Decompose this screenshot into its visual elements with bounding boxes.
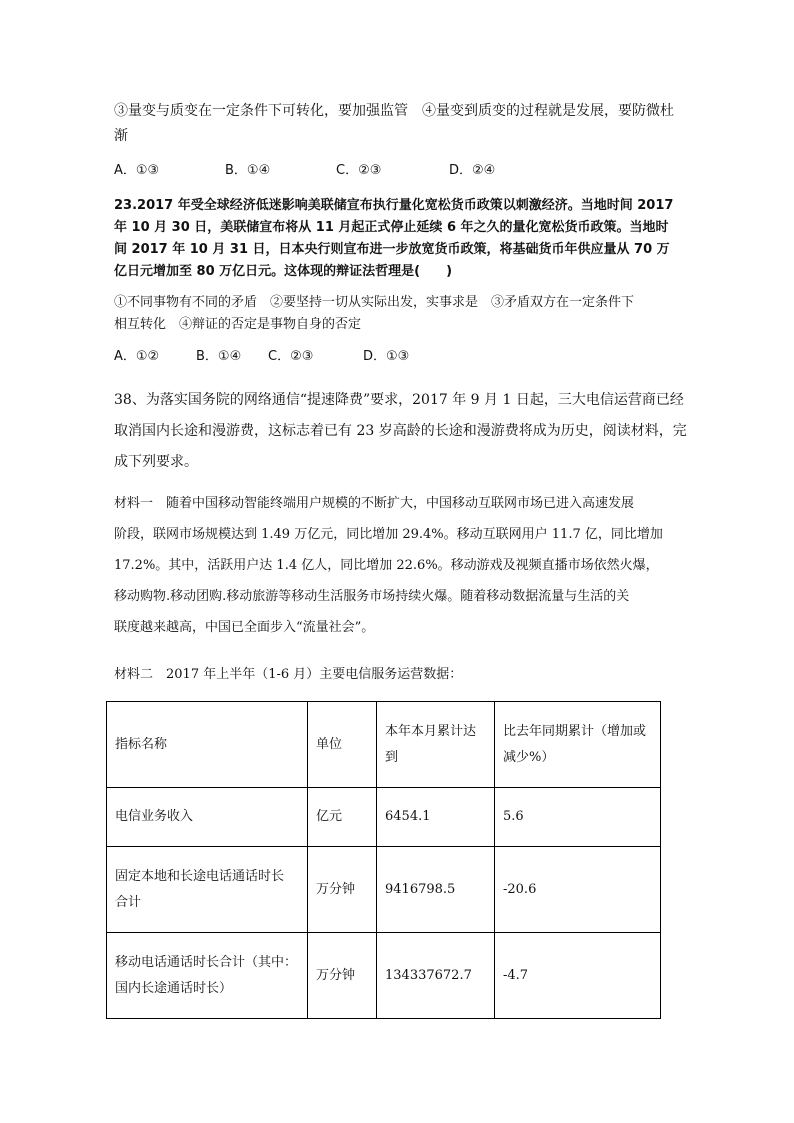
- row-name-cell: 电信业务收入: [107, 788, 308, 847]
- row-unit-cell: 万分钟: [308, 847, 377, 933]
- q23-line-3: 间 2017 年 10 月 31 日，日本央行则宣布进一步放宽货币政策，将基础货币年供应量从 70 万: [114, 242, 670, 257]
- table-row: [107, 788, 661, 847]
- q38-line-2: 取消国内长途和漫游费，这标志着已有 23 岁高龄的长途和漫游费将成为历史，阅读材料，完: [114, 423, 687, 439]
- header-cell-cumulative: 本年本月累计达 到: [377, 702, 495, 788]
- q22-choice-b: B．①④: [225, 163, 271, 178]
- material1-line-1: 材料一 随着中国移动智能终端用户规模的不断扩大，中国移动互联网市场已进入高速发展: [114, 496, 635, 511]
- q23-choice-a: A．①②: [114, 349, 160, 364]
- material1-line-5: 联度越来越高，中国已全面步入“流量社会”。: [114, 620, 375, 635]
- row-value-cell: 6454.1: [377, 788, 495, 847]
- header-cell-change: 比去年同期累计（增加或 减少%）: [495, 702, 661, 788]
- q23-line-1: 23.2017 年受全球经济低迷影响美联储宣布执行量化宽松货币政策以刺激经济。当地时间 2017: [114, 198, 674, 213]
- material2-title: 材料二 2017 年上半年（1-6 月）主要电信服务运营数据：: [114, 667, 463, 682]
- q23-line-2: 年 10 月 30 日，美联储宣布将从 11 月起正式停止延续 6 年之久的量化宽松货币政策。当地时: [114, 220, 669, 235]
- q38-line-3: 成下列要求。: [114, 454, 198, 470]
- row-name-cell: 移动电话通话时长合计（其中： 国内长途通话时长）: [107, 933, 308, 1019]
- q23-choice-c: C．②③: [268, 349, 314, 364]
- header-cell-unit: 单位: [308, 702, 377, 788]
- q23-options-line-2: 相互转化 ④辩证的否定是事物自身的否定: [114, 317, 362, 332]
- material1-line-2: 阶段，联网市场规模达到 1.49 万亿元，同比增加 29.4%。移动互联网用户 11.7 亿，同比增加: [114, 527, 663, 542]
- telecom-data-table: [106, 701, 661, 1019]
- q23-options-line-1: ①不同事物有不同的矛盾 ②要坚持一切从实际出发，实事求是 ③矛盾双方在一定条件下: [114, 295, 635, 310]
- q23-choice-b: B．①④: [196, 349, 242, 364]
- table-row: [107, 847, 661, 933]
- q22-choice-c: C．②③: [336, 163, 382, 178]
- material1-line-3: 17.2%。其中，活跃用户达 1.4 亿人，同比增加 22.6%。移动游戏及视频直播市场依然火爆，: [114, 558, 659, 573]
- table-row: [107, 933, 661, 1019]
- q23-choice-d: D．①③: [363, 349, 410, 364]
- row-name-cell: 固定本地和长途电话通话时长 合计: [107, 847, 308, 933]
- q22-choice-d: D．②④: [449, 163, 496, 178]
- material1-line-4: 移动购物.移动团购.移动旅游等移动生活服务市场持续火爆。随着移动数据流量与生活的关: [114, 589, 630, 604]
- row-change-cell: -4.7: [495, 933, 661, 1019]
- row-change-cell: 5.6: [495, 788, 661, 847]
- row-unit-cell: 万分钟: [308, 933, 377, 1019]
- q23-line-4: 亿日元增加至 80 万亿日元。这体现的辩证法哲理是( ): [114, 264, 453, 279]
- row-change-cell: -20.6: [495, 847, 661, 933]
- q22-choice-a: A．①③: [114, 163, 160, 178]
- header-cell-indicator: 指标名称: [107, 702, 308, 788]
- q22-options-line-2: 渐: [114, 128, 128, 144]
- q22-options-line-1: ③量变与质变在一定条件下可转化，要加强监管 ④量变到质变的过程就是发展，要防微杜: [114, 103, 674, 119]
- row-value-cell: 134337672.7: [377, 933, 495, 1019]
- row-value-cell: 9416798.5: [377, 847, 495, 933]
- row-unit-cell: 亿元: [308, 788, 377, 847]
- q38-line-1: 38、为落实国务院的网络通信“提速降费”要求，2017 年 9 月 1 日起，三大电信运营商已经: [114, 392, 684, 408]
- table-header-row: [107, 702, 661, 788]
